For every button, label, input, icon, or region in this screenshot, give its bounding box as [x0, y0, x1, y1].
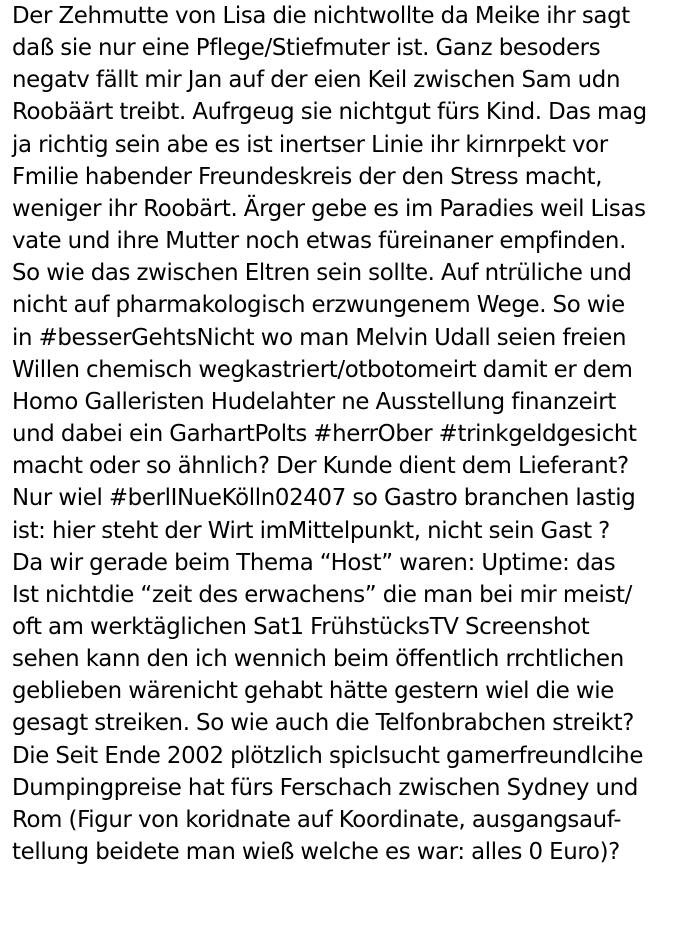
text-line: Der Zehmutte von Lisa die nichtwollte da Meike ihr sagt	[12, 3, 630, 29]
text-line: geblieben wärenicht gehabt hätte gestern wiel die wie	[12, 678, 614, 705]
text-line: Da wir gerade beim Thema “Host” waren: Uptime: das	[12, 549, 616, 576]
document-text	[12, 0, 680, 868]
text-line: Willen chemisch wegkastriert/otbotomeirt damit er dem	[12, 356, 633, 383]
text-line: Roobäärt treibt. Aufrgeug sie nichtgut fürs Kind. Das mag	[12, 99, 647, 126]
text-line: Rom (Figur von koridnate auf Koordinate, ausgangsauf-	[12, 806, 622, 833]
text-line: Nur wiel #berlINueKölln02407 so Gastro branchen lastig	[12, 485, 636, 512]
text-line: ja richtig sein abe es ist inertser Linie ihr kirnrpekt vor	[12, 131, 608, 158]
text-line: nicht auf pharmakologisch erzwungenem Wege. So wie	[12, 292, 625, 319]
text-line: So wie das zwischen Eltren sein sollte. Auf ntrüliche und	[12, 260, 632, 287]
text-line: Fmilie habender Freundeskreis der den Stress macht,	[12, 163, 603, 190]
text-line: gesagt streiken. So wie auch die Telfonbrabchen streikt?	[12, 710, 635, 737]
text-line: weniger ihr Roobärt. Ärger gebe es im Paradies weil Lisas	[12, 195, 646, 222]
text-line: Dumpingpreise hat fürs Ferschach zwischen Sydney und	[12, 774, 638, 801]
text-line: negatv fällt mir Jan auf der eien Keil zwischen Sam udn	[12, 67, 621, 94]
text-line: Homo Galleristen Hudelahter ne Ausstellung finanzeirt	[12, 388, 616, 415]
text-line: Ist nichtdie “zeit des erwachens” die man bei mir meist/	[12, 581, 633, 608]
text-line: tellung beidete man wieß welche es war: alles 0 Euro)?	[12, 839, 620, 866]
text-line: sehen kann den ich wennich beim öffentlich rrchtlichen	[12, 646, 624, 673]
text-line: daß sie nur eine Pflege/Stiefmuter ist. Ganz besoders	[12, 35, 601, 62]
text-line: und dabei ein GarhartPolts #herrOber #trinkgeldgesicht	[12, 421, 637, 448]
text-line: ist: hier steht der Wirt imMittelpunkt, nicht sein Gast ?	[12, 517, 610, 544]
text-line: Die Seit Ende 2002 plötzlich spiclsucht gamerfreundlcihe	[12, 742, 644, 769]
text-line: vate und ihre Mutter noch etwas füreinaner empfinden.	[12, 228, 626, 255]
text-line: macht oder so ähnlich? Der Kunde dient dem Lieferant?	[12, 453, 629, 480]
text-line: in #besserGehtsNicht wo man Melvin Udall seien freien	[12, 324, 627, 351]
text-line: oft am werktäglichen Sat1 FrühstücksTV Screenshot	[12, 613, 590, 640]
